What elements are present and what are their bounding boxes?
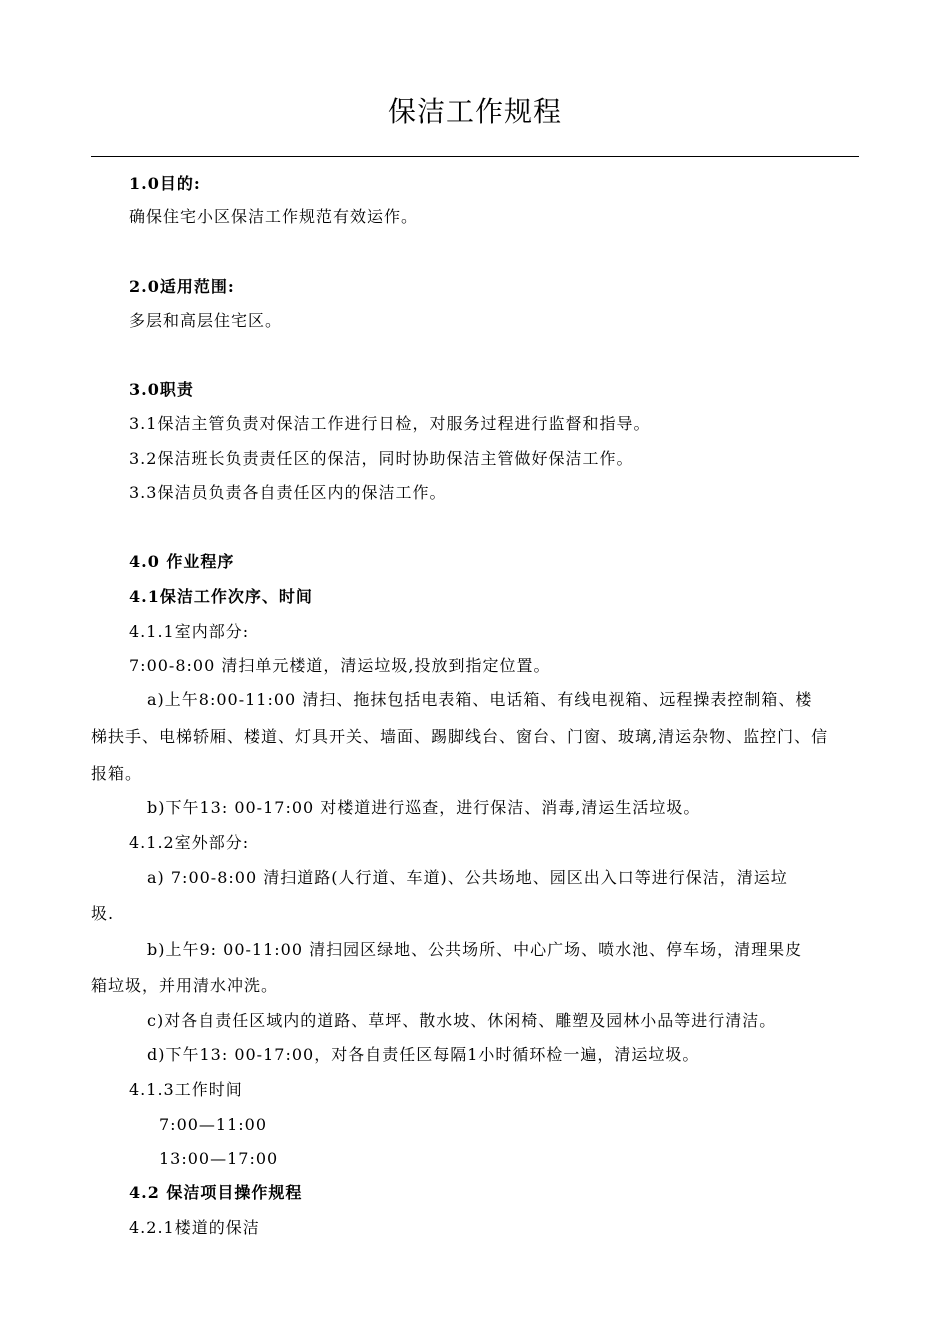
subheading-4-2: 4.2 保洁项目操作规程 <box>129 1183 303 1202</box>
paragraph-indoor-a-line2: 梯扶手、电梯轿厢、楼道、灯具开关、墙面、踢脚线台、窗台、门窗、玻璃,清运杂物、监控门、信 <box>91 727 829 746</box>
paragraph-outdoor-a-line1: a) 7:00-8:00 清扫道路(人行道、车道)、公共场地、园区出入口等进行保洁，清运垃 <box>147 868 788 887</box>
paragraph-indoor-a-line3: 报箱。 <box>91 764 143 783</box>
list-item-duty-3-3: 3.3保洁员负责各自责任区内的保洁工作。 <box>129 483 447 502</box>
work-time-afternoon: 13:00—17:00 <box>159 1149 279 1168</box>
subheading-4-1: 4.1保洁工作次序、时间 <box>129 587 313 606</box>
paragraph-outdoor-c: c)对各自责任区域内的道路、草坪、散水坡、休闲椅、雕塑及园林小品等进行清洁。 <box>147 1011 777 1030</box>
paragraph-indoor-b: b)下午13: 00-17:00 对楼道进行巡查，进行保洁、消毒,清运生活垃圾。 <box>147 798 701 817</box>
subheading-4-1-2: 4.1.2室外部分: <box>129 833 250 852</box>
section-heading-purpose: 1.0目的: <box>129 174 201 193</box>
document-title: 保洁工作规程 <box>387 95 562 128</box>
section-heading-scope: 2.0适用范围: <box>129 277 235 296</box>
paragraph-outdoor-b-line2: 箱垃圾，并用清水冲洗。 <box>91 976 279 995</box>
paragraph-indoor-a-line1: a)上午8:00-11:00 清扫、拖抹包括电表箱、电话箱、有线电视箱、远程操表控制箱、楼 <box>147 690 813 709</box>
paragraph-purpose: 确保住宅小区保洁工作规范有效运作。 <box>129 207 419 226</box>
work-time-morning: 7:00—11:00 <box>159 1115 268 1134</box>
paragraph-indoor-morning: 7:00-8:00 清扫单元楼道，清运垃圾,投放到指定位置。 <box>129 656 551 675</box>
section-heading-duties: 3.0职责 <box>129 380 194 399</box>
subheading-4-1-3: 4.1.3工作时间 <box>129 1080 243 1099</box>
paragraph-outdoor-d: d)下午13: 00-17:00，对各自责任区每隔1小时循环检一遍，清运垃圾。 <box>147 1045 700 1064</box>
subheading-4-2-1: 4.2.1楼道的保洁 <box>129 1218 260 1237</box>
title-divider <box>91 156 859 157</box>
section-heading-procedure: 4.0 作业程序 <box>129 552 235 571</box>
paragraph-scope: 多层和高层住宅区。 <box>129 311 283 330</box>
subheading-4-1-1: 4.1.1室内部分: <box>129 622 250 641</box>
list-item-duty-3-1: 3.1保洁主管负责对保洁工作进行日检，对服务过程进行监督和指导。 <box>129 414 651 433</box>
list-item-duty-3-2: 3.2保洁班长负责责任区的保洁，同时协助保洁主管做好保洁工作。 <box>129 449 634 468</box>
paragraph-outdoor-b-line1: b)上午9: 00-11:00 清扫园区绿地、公共场所、中心广场、喷水池、停车场，清理果皮 <box>147 940 803 959</box>
paragraph-outdoor-a-line2: 圾. <box>91 904 115 923</box>
